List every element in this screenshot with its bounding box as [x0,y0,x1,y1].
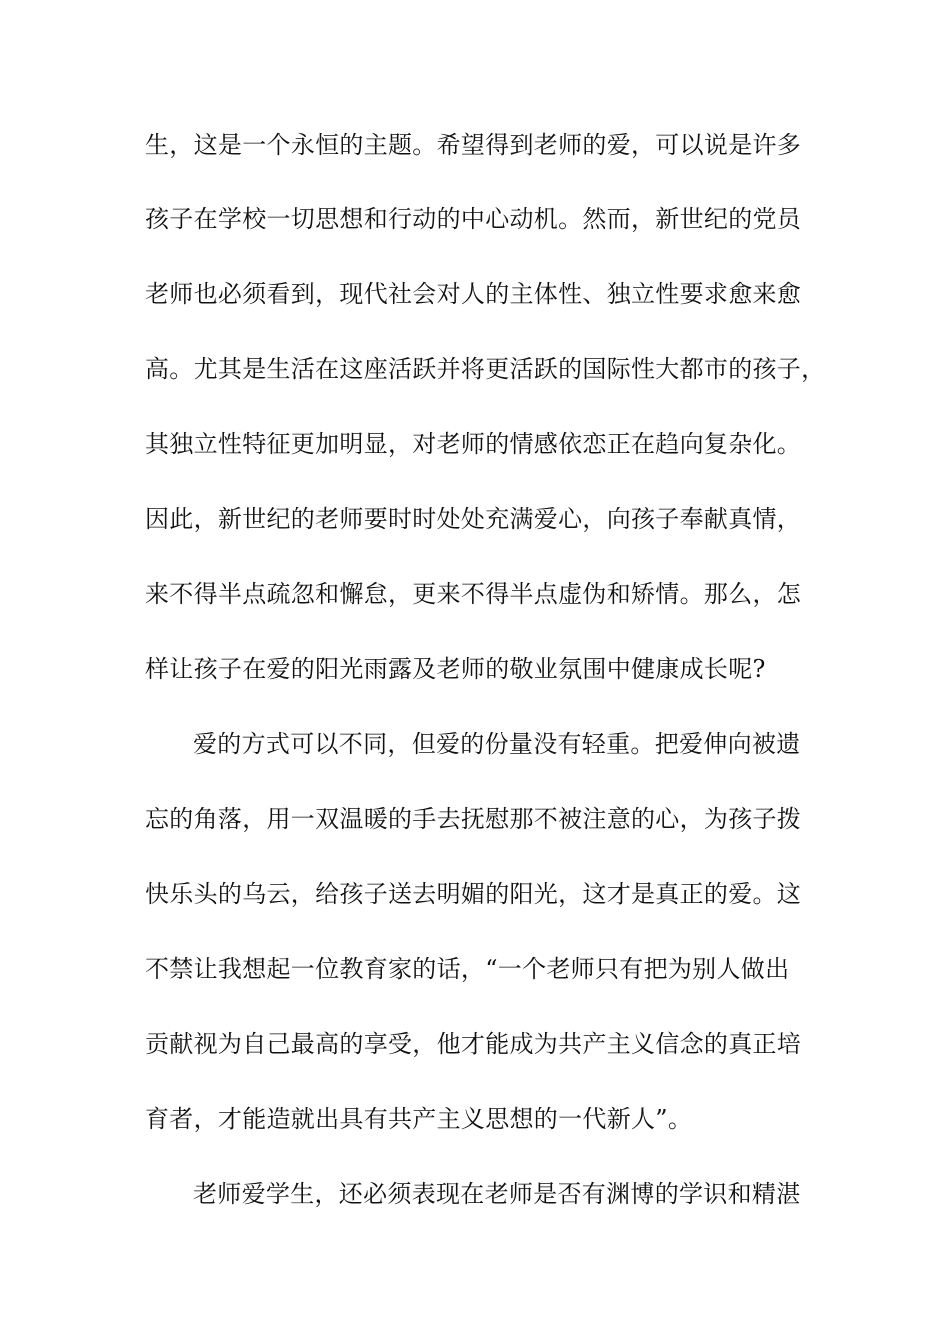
text-line: 因此，新世纪的老师要时时处处充满爱心，向孩子奉献真情， [145,505,802,533]
text-line: 孩子在学校一切思想和行动的中心动机。然而，新世纪的党员 [145,205,802,233]
text-line: 样让孩子在爱的阳光雨露及老师的敬业氛围中健康成长呢? [145,655,766,683]
text-line: 生，这是一个永恒的主题。希望得到老师的爱，可以说是许多 [145,131,802,159]
text-line: 来不得半点疏忽和懈怠，更来不得半点虚伪和矫情。那么，怎 [145,580,802,608]
text-line: 高。尤其是生活在这座活跃并将更活跃的国际性大都市的孩子， [145,355,826,383]
text-line: 贡献视为自己最高的享受，他才能成为共产主义信念的真正培 [145,1030,802,1058]
text-line: 其独立性特征更加明显，对老师的情感依恋正在趋向复杂化。 [145,430,802,458]
text-line: 不禁让我想起一位教育家的话，“一个老师只有把为别人做出 [145,955,790,983]
text-line: 育者，才能造就出具有共产主义思想的一代新人”。 [145,1105,693,1133]
text-line: 忘的角落，用一双温暖的手去抚慰那不被注意的心，为孩子拨 [145,805,802,833]
paragraph-start-line: 老师爱学生，还必须表现在老师是否有渊博的学识和精湛 [193,1180,801,1208]
paragraph-start-line: 爱的方式可以不同，但爱的份量没有轻重。把爱伸向被遗 [193,730,801,758]
text-line: 老师也必须看到，现代社会对人的主体性、独立性要求愈来愈 [145,280,802,308]
text-line: 快乐头的乌云，给孩子送去明媚的阳光，这才是真正的爱。这 [145,880,802,908]
